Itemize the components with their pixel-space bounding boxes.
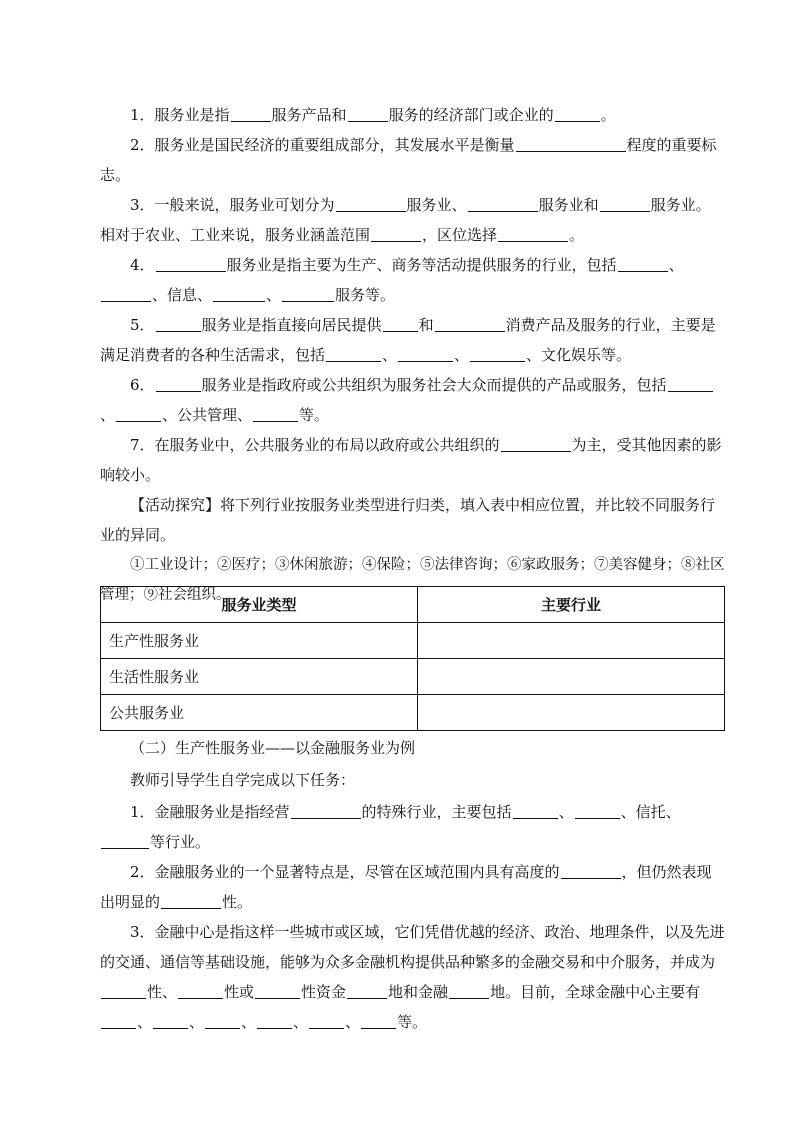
f3-text-d: 性资金 xyxy=(301,983,347,1001)
f3-text-g: 、 xyxy=(137,1013,153,1031)
table-header: 主要行业 xyxy=(418,587,725,623)
f3-text-e: 地和金融 xyxy=(388,983,449,1001)
q5-text-f: 、 xyxy=(454,346,470,364)
blank[interactable] xyxy=(398,346,453,362)
q3-text-b: 服务业、 xyxy=(406,196,467,214)
q1-text-b: 服务产品和 xyxy=(271,106,347,124)
q4-text-d: 、信息、 xyxy=(152,286,213,304)
table-cell-answer[interactable] xyxy=(418,695,725,731)
table-cell-type: 生产性服务业 xyxy=(101,623,418,659)
table-cell-type: 公共服务业 xyxy=(101,695,418,731)
blank[interactable] xyxy=(101,983,146,999)
q4-text-c: 、 xyxy=(668,256,684,274)
blank[interactable] xyxy=(178,983,223,999)
blank[interactable] xyxy=(348,106,388,122)
table-header: 服务业类型 xyxy=(101,587,418,623)
blank[interactable] xyxy=(161,893,221,909)
blank[interactable] xyxy=(101,286,151,302)
f3-text-a: 3．金融中心是指这样一些城市或区域，它们凭借优越的经济、政治、地理条件，以及先进的交通、通信等基础设施，能够为众多金融机构提供品种繁多的金融交易和中介服务，并成为 xyxy=(100,923,725,971)
blank[interactable] xyxy=(336,196,406,212)
finance-question-3 xyxy=(100,917,725,1037)
table-row xyxy=(101,695,725,731)
section-2-title: （二）生产性服务业——以金融服务业为例 xyxy=(130,739,416,757)
f3-text-h: 、 xyxy=(189,1013,205,1031)
blank[interactable] xyxy=(116,406,161,422)
question-6 xyxy=(100,370,725,430)
f3-text-f: 地。目前，全球金融中心主要有 xyxy=(490,983,701,1001)
blank[interactable] xyxy=(347,983,387,999)
blank[interactable] xyxy=(513,803,558,819)
q5-text-b: 服务业是指直接向居民提供 xyxy=(201,316,382,334)
q7-text-a: 7．在服务业中，公共服务业的布局以政府或公共组织的 xyxy=(130,436,500,454)
blank[interactable] xyxy=(361,1013,396,1029)
table-row xyxy=(101,623,725,659)
table-cell-type: 生活性服务业 xyxy=(101,659,418,695)
f1-text-b: 的特殊行业，主要包括 xyxy=(361,803,512,821)
q6-text-d: 、公共管理、 xyxy=(162,406,253,424)
f3-text-i: 、 xyxy=(241,1013,257,1031)
q3-text-e: ，区位选择 xyxy=(422,226,498,244)
q5-text-e: 、 xyxy=(382,346,398,364)
finance-question-2 xyxy=(100,857,725,917)
blank[interactable] xyxy=(101,833,149,849)
blank[interactable] xyxy=(618,256,668,272)
blank[interactable] xyxy=(231,106,271,122)
finance-question-1 xyxy=(100,797,725,857)
q1-text-c: 服务的经济部门或企业的 xyxy=(388,106,554,124)
blank[interactable] xyxy=(575,803,620,819)
f1-text-a: 1．金融服务业是指经营 xyxy=(130,803,290,821)
table-cell-answer[interactable] xyxy=(418,623,725,659)
activity-heading: 【活动探究】 xyxy=(130,496,221,514)
blank[interactable] xyxy=(668,376,713,392)
f1-text-c: 、 xyxy=(558,803,574,821)
blank[interactable] xyxy=(555,106,600,122)
section-2-heading xyxy=(100,733,725,763)
f3-text-l: 等。 xyxy=(397,1013,428,1031)
blank[interactable] xyxy=(468,196,538,212)
blank[interactable] xyxy=(255,983,300,999)
f1-text-d: 、信托、 xyxy=(620,803,681,821)
q2-text-a: 2．服务业是国民经济的重要组成部分，其发展水平是衡量 xyxy=(130,136,515,154)
q3-text-c: 服务业和 xyxy=(538,196,599,214)
q4-text-e: 、 xyxy=(266,286,282,304)
q6-text-b: 服务业是指政府或公共组织为服务社会大众而提供的产品或服务，包括 xyxy=(201,376,667,394)
q1-text-d: 。 xyxy=(600,106,616,124)
q4-text-a: 4． xyxy=(130,256,155,274)
blank[interactable] xyxy=(101,1013,136,1029)
question-7 xyxy=(100,430,725,490)
blank[interactable] xyxy=(498,226,568,242)
blank[interactable] xyxy=(470,346,525,362)
blank[interactable] xyxy=(205,1013,240,1029)
q3-text-a: 3．一般来说，服务业可划分为 xyxy=(130,196,335,214)
blank[interactable] xyxy=(156,316,201,332)
q3-text-d: 服务业。相对于农业、工业来说，服务业涵盖范围 xyxy=(100,196,711,244)
blank[interactable] xyxy=(371,226,421,242)
activity-paragraph xyxy=(100,490,725,550)
q6-text-e: 等。 xyxy=(299,406,330,424)
blank[interactable] xyxy=(449,983,489,999)
f1-text-e: 等行业。 xyxy=(150,833,211,851)
blank[interactable] xyxy=(153,1013,188,1029)
q4-text-b: 服务业是指主要为生产、商务等活动提供服务的行业，包括 xyxy=(226,256,617,274)
classification-table xyxy=(100,586,725,731)
q6-text-c: 、 xyxy=(100,406,116,424)
blank[interactable] xyxy=(156,376,201,392)
table-row xyxy=(101,659,725,695)
question-2 xyxy=(100,130,725,190)
industry-items-text: ①工业设计；②医疗；③休闲旅游；④保险；⑤法律咨询；⑥家政服务；⑦美容健身；⑧社区管理；⑨社会组织。 xyxy=(100,557,725,603)
blank[interactable] xyxy=(282,286,334,302)
blank[interactable] xyxy=(326,346,381,362)
question-1 xyxy=(100,100,725,130)
q5-text-c: 和 xyxy=(418,316,434,334)
q5-text-d: 消费产品及服务的行业，主要是满足消费者的各种生活需求，包括 xyxy=(100,316,716,364)
blank[interactable] xyxy=(309,1013,344,1029)
f3-text-c: 性或 xyxy=(224,983,255,1001)
f2-text-a: 2．金融服务业的一个显著特点是，尽管在区域范围内具有高度的 xyxy=(130,863,560,881)
blank[interactable] xyxy=(253,406,298,422)
blank[interactable] xyxy=(600,196,650,212)
blank[interactable] xyxy=(516,136,626,152)
blank[interactable] xyxy=(435,316,505,332)
f3-text-j: 、 xyxy=(293,1013,309,1031)
table-cell-answer[interactable] xyxy=(418,659,725,695)
blank[interactable] xyxy=(383,316,418,332)
q6-text-a: 6． xyxy=(130,376,155,394)
q4-text-f: 服务等。 xyxy=(335,286,396,304)
f2-text-c: 性。 xyxy=(222,893,253,911)
q2-text-b: 程度的重要标志。 xyxy=(100,136,717,184)
f3-text-k: 、 xyxy=(345,1013,361,1031)
q1-text-a: 1．服务业是指 xyxy=(130,106,230,124)
blank[interactable] xyxy=(561,863,621,879)
blank[interactable] xyxy=(257,1013,292,1029)
blank[interactable] xyxy=(501,436,571,452)
q3-text-f: 。 xyxy=(569,226,585,244)
activity-text: 将下列行业按服务业类型进行归类，填入表中相应位置，并比较不同服务行业的异同。 xyxy=(100,496,716,544)
guide-line: 教师引导学生自学完成以下任务： xyxy=(130,771,356,789)
blank[interactable] xyxy=(213,286,265,302)
question-3 xyxy=(100,190,725,250)
q5-text-g: 、文化娱乐等。 xyxy=(526,346,632,364)
question-4 xyxy=(100,250,725,310)
guide-text xyxy=(100,765,725,795)
f2-text-b: ，但仍然表现出明显的 xyxy=(100,863,712,911)
blank[interactable] xyxy=(291,803,361,819)
q7-text-b: 为主，受其他因素的影响较小。 xyxy=(100,436,722,484)
question-5 xyxy=(100,310,725,370)
blank[interactable] xyxy=(156,256,226,272)
f3-text-b: 性、 xyxy=(147,983,178,1001)
q5-text-a: 5． xyxy=(130,316,155,334)
table-header-row xyxy=(101,587,725,623)
